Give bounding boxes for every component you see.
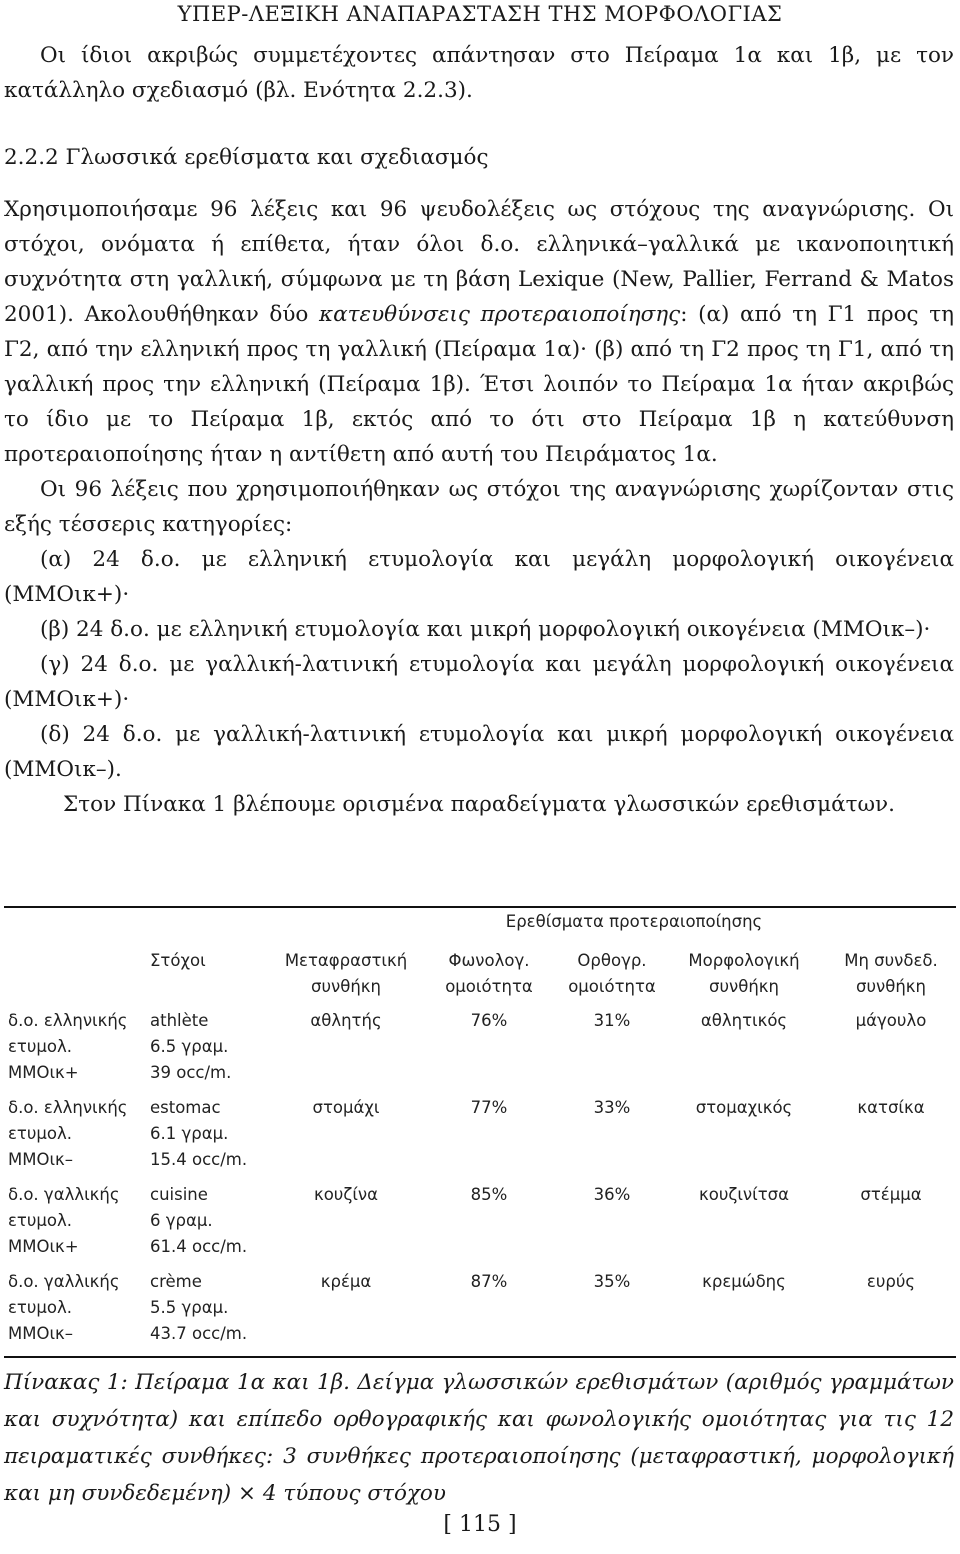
table-row [4,1008,956,1096]
row-translation: αθλητής [310,1011,382,1030]
column-header-phonological [429,948,549,1000]
row-target-word: crème [150,1272,202,1291]
categories-paragraph: Οι 96 λέξεις που χρησιμοποιήθηκαν ως στόχοι της αναγνώρισης χωρίζονταν στις εξής τέσσερις κατηγορίες: [4,477,954,537]
row-target-frequency: 61.4 occ/m. [150,1237,248,1256]
column-header-phonological-line-1: Φωνολογ. [448,951,530,970]
row-translation: κουζίνα [313,1185,379,1204]
body-text [4,38,954,822]
table-group-header: Ερεθίσματα προτεραιοποίησης [505,912,763,931]
row-target [150,1269,270,1347]
category-item-d: (δ) 24 δ.ο. με γαλλική-λατινική ετυμολογία και μικρή μορφολογική οικογένεια (ΜΜΟικ–). [4,722,954,782]
row-category [8,1095,148,1173]
category-item-a: (α) 24 δ.ο. με ελληνική ετυμολογία και μεγάλη μορφολογική οικογένεια (ΜΜΟικ+)· [4,547,954,607]
table-row [4,1095,956,1183]
row-morphological: αθλητικός [700,1011,788,1030]
column-header-orthographic-line-2: ομοιότητα [568,977,656,996]
row-category-line-3: ΜΜΟικ– [8,1150,74,1169]
row-orthographic: 36% [593,1185,631,1204]
page-number: [ 115 ] [443,1512,517,1537]
row-category-line-1: δ.ο. γαλλικής [8,1272,120,1291]
main-paragraph-italic: κατευθύνσεις προτεραιοποίησης [319,302,681,327]
row-target-frequency: 39 occ/m. [150,1063,232,1082]
row-translation: στομάχι [312,1098,380,1117]
intro-paragraph: Οι ίδιοι ακριβώς συμμετέχοντες απάντησαν στο Πείραμα 1α και 1β, με τον κατάλληλο σχεδιασμό (βλ. Ενότητα 2.2.3). [4,43,954,103]
row-target-word: estomac [150,1098,221,1117]
row-category-line-2: ετυμολ. [8,1037,73,1056]
column-header-translation [266,948,426,1000]
row-target-letters: 5.5 γραμ. [150,1298,229,1317]
row-category-line-2: ετυμολ. [8,1124,73,1143]
row-target [150,1182,270,1260]
column-header-morphological [670,948,818,1000]
column-header-unrelated [824,948,958,1000]
row-translation: κρέμα [320,1272,372,1291]
main-paragraph-text-1: Χρησιμοποιήσαμε 96 λέξεις και 96 ψευδολέξεις ως στόχους της αναγνώρισης. Οι στόχοι, ονόματα ή επίθετα, ήταν όλοι δ.ο. ελληνικά–γαλλικά με ικανοποιητική συχνότητα στη γαλλική, σύμφωνα με τη βάση Lexique (New, Pallier, Ferrand & Matos 2001). Ακολουθήθηκαν δύο [4,197,954,327]
row-category-line-1: δ.ο. ελληνικής [8,1011,128,1030]
row-morphological: κουζινίτσα [699,1185,789,1204]
column-header-orthographic-line-1: Ορθογρ. [577,951,647,970]
category-item-b: (β) 24 δ.ο. με ελληνική ετυμολογία και μικρή μορφολογική οικογένεια (ΜΜΟικ–)· [40,617,931,642]
row-target-letters: 6.5 γραμ. [150,1037,229,1056]
main-paragraph [4,192,954,472]
row-unrelated: μάγουλο [855,1011,927,1030]
row-category [8,1269,148,1347]
row-phonological: 87% [470,1272,508,1291]
column-header-orthographic [552,948,672,1000]
row-orthographic: 35% [593,1272,631,1291]
column-header-phonological-line-2: ομοιότητα [445,977,533,996]
row-category-line-2: ετυμολ. [8,1211,73,1230]
row-target [150,1095,270,1173]
column-header-translation-line-1: Μεταφραστική [284,951,408,970]
row-unrelated: ευρύς [866,1272,916,1291]
column-header-morphological-line-1: Μορφολογική [688,951,800,970]
row-unrelated: κατσίκα [857,1098,925,1117]
row-target-frequency: 43.7 occ/m. [150,1324,248,1343]
column-header-morphological-line-2: συνθήκη [709,977,779,996]
table-reference-paragraph: Στον Πίνακα 1 βλέπουμε ορισμένα παραδείγματα γλωσσικών ερεθισμάτων. [63,792,895,817]
row-target [150,1008,270,1086]
column-header-targets-label: Στόχοι [150,951,206,970]
column-header-targets [150,948,250,974]
row-phonological: 76% [470,1011,508,1030]
category-item-c: (γ) 24 δ.ο. με γαλλική-λατινική ετυμολογία και μεγάλη μορφολογική οικογένεια (ΜΜΟικ+)· [4,652,954,712]
row-target-frequency: 15.4 occ/m. [150,1150,248,1169]
row-category-line-3: ΜΜΟικ+ [8,1237,79,1256]
row-morphological: στομαχικός [695,1098,793,1117]
table-top-rule [4,906,956,908]
row-target-letters: 6.1 γραμ. [150,1124,229,1143]
table-row [4,1269,956,1357]
table-bottom-rule [4,1356,956,1358]
main-paragraph-text-2: : (α) από τη Γ1 προς τη Γ2, από την ελληνική προς τη γαλλική (Πείραμα 1α)· (β) από τη Γ2 προς τη Γ1, από τη γαλλική προς την ελληνική (Πείραμα 1β). Έτσι λοιπόν το Πείραμα 1α ήταν ακριβώς το ίδιο με το Πείραμα 1β, εκτός από το ότι στο Πείραμα 1β η κατεύθυνση προτεραιοποίησης ήταν η αντίθετη από αυτή του Πειράματος 1α. [4,302,955,467]
row-phonological: 85% [470,1185,508,1204]
row-orthographic: 31% [593,1011,631,1030]
row-orthographic: 33% [593,1098,631,1117]
column-header-unrelated-line-2: συνθήκη [856,977,926,996]
row-category-line-1: δ.ο. ελληνικής [8,1098,128,1117]
row-category-line-3: ΜΜΟικ– [8,1324,74,1343]
running-header: ΥΠΕΡ-ΛΕΞΙΚΗ ΑΝΑΠΑΡΑΣΤΑΣΗ ΤΗΣ ΜΟΡΦΟΛΟΓΙΑΣ [177,2,783,26]
row-morphological: κρεμώδης [702,1272,786,1291]
column-header-unrelated-line-1: Μη συνδεδ. [844,951,938,970]
row-target-letters: 6 γραμ. [150,1211,213,1230]
column-header-translation-line-2: συνθήκη [311,977,381,996]
table-caption: Πίνακας 1: Πείραμα 1α και 1β. Δείγμα γλωσσικών ερεθισμάτων (αριθμός γραμμάτων και συχνότητα) και επίπεδο ορθογραφικής και φωνολογικής ομοιότητας για τις 12 πειραματικές συνθήκες: 3 συνθήκες προτεραιοποίησης (μεταφραστική, μορφολογική και μη συνδεδεμένη) × 4 τύπους στόχου [4,1370,954,1506]
row-target-word: athlète [150,1011,209,1030]
row-unrelated: στέμμα [860,1185,922,1204]
row-category [8,1008,148,1086]
row-target-word: cuisine [150,1185,208,1204]
row-category [8,1182,148,1260]
row-phonological: 77% [470,1098,508,1117]
row-category-line-1: δ.ο. γαλλικής [8,1185,120,1204]
row-category-line-3: ΜΜΟικ+ [8,1063,79,1082]
row-category-line-2: ετυμολ. [8,1298,73,1317]
table-row [4,1182,956,1270]
section-heading: 2.2.2 Γλωσσικά ερεθίσματα και σχεδιασμός [4,145,489,170]
